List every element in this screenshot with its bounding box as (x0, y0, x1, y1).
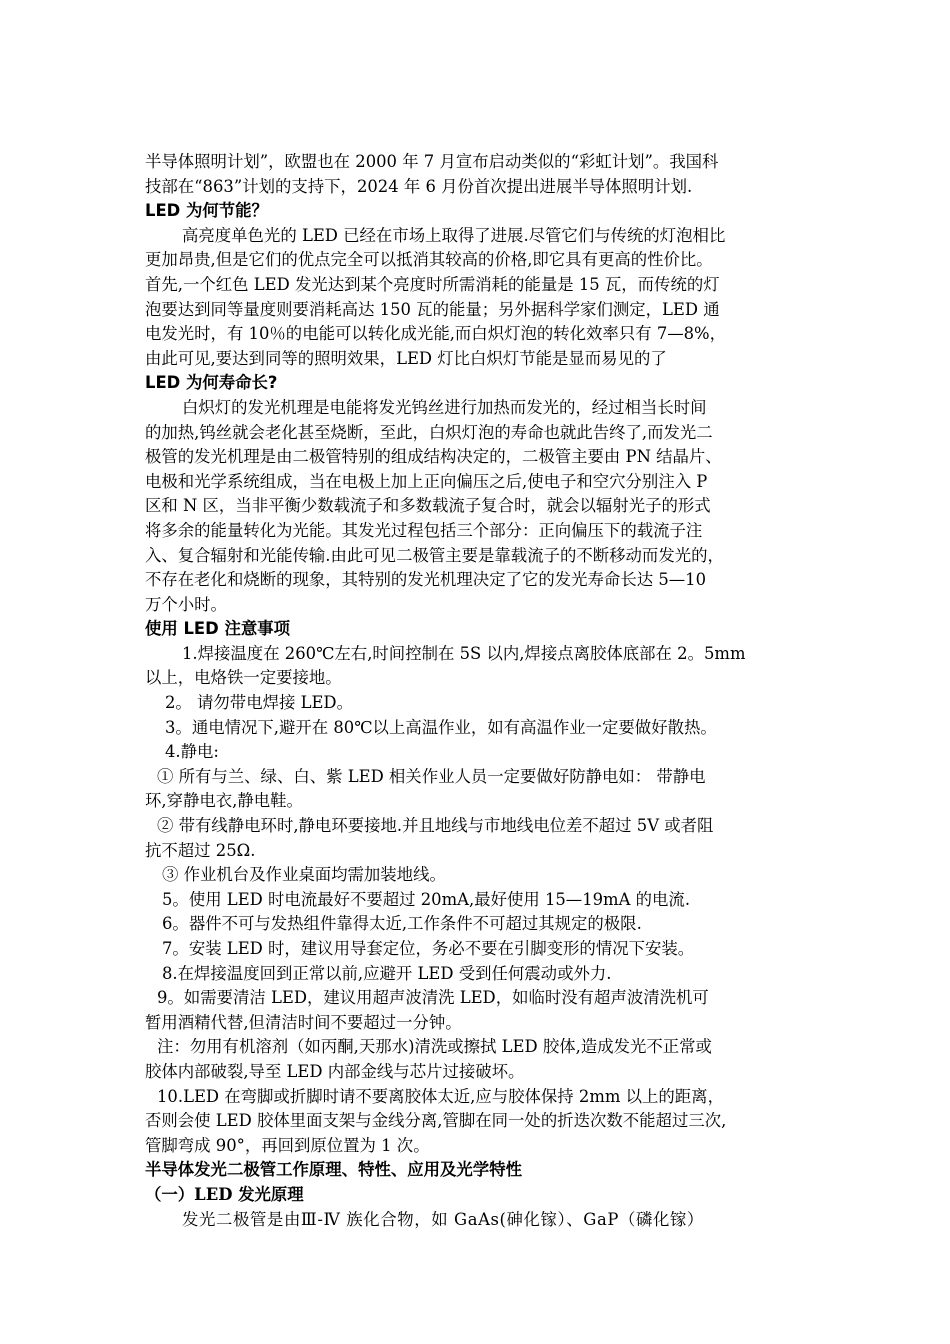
text-line: 抗不超过 25Ω. (145, 840, 256, 860)
section-heading: 半导体发光二极管工作原理、特性、应用及光学特性 (145, 1160, 522, 1180)
text-line: 6。器件不可与发热组件靠得太近,工作条件不可超过其规定的极限. (162, 914, 642, 934)
text-line: 万个小时。 (145, 594, 227, 614)
text-line: 环,穿静电衣,静电鞋。 (145, 791, 303, 811)
text-line: 电发光时，有 10％的电能可以转化成光能,而白炽灯泡的转化效率只有 7—8%， (145, 324, 727, 344)
text-line: 入、复合辐射和光能传输.由此可见二极管主要是靠载流子的不断移动而发光的， (145, 545, 724, 565)
text-line: 将多余的能量转化为光能。其发光过程包括三个部分：正向偏压下的载流子注 (145, 520, 703, 540)
text-line: 否则会使 LED 胶体里面支架与金线分离,管脚在同一处的折迭次数不能超过三次, (145, 1111, 727, 1131)
text-line: ① 所有与兰、绿、白、紫 LED 相关作业人员一定要做好防静电如： 带静电 (157, 766, 706, 786)
document-body (145, 150, 807, 1232)
text-line: 胶体内部破裂,导至 LED 内部金线与芯片过接破坏。 (145, 1061, 525, 1081)
text-line: 高亮度单色光的 LED 已经在市场上取得了进展.尽管它们与传统的灯泡相比 (182, 225, 726, 245)
text-line: 区和 N 区，当非平衡少数载流子和多数载流子复合时，就会以辐射光子的形式 (145, 496, 711, 516)
text-line: 10.LED 在弯脚或折脚时请不要离胶体太近,应与胶体保持 2mm 以上的距离， (157, 1086, 724, 1106)
text-line: 泡要达到同等量度则要消耗高达 150 瓦的能量；另外据科学家们测定，LED 通 (145, 299, 720, 319)
text-line: 更加昂贵,但是它们的优点完全可以抵消其较高的价格,即它具有更高的性价比。 (145, 250, 713, 270)
text-line: 2。 请勿带电焊接 LED。 (165, 693, 353, 713)
text-line: 暂用酒精代替,但清洁时间不要超过一分钟。 (145, 1012, 462, 1032)
text-line: 注：勿用有机溶剂（如丙酮,天那水)清洗或擦拭 LED 胶体,造成发光不正常或 (157, 1037, 712, 1057)
text-line: 极管的发光机理是由二极管特别的组成结构决定的，二极管主要由 PN 结晶片、 (145, 447, 722, 467)
text-line: 管脚弯成 90°，再回到原位置为 1 次。 (145, 1135, 430, 1155)
section-heading: 使用 LED 注意事项 (145, 619, 291, 639)
section-heading: （一）LED 发光原理 (145, 1184, 304, 1204)
text-line: 的加热,钨丝就会老化甚至烧断，至此，白炽灯泡的寿命也就此告终了,而发光二 (145, 422, 713, 442)
section-heading: LED 为何节能？ (145, 201, 268, 221)
text-line: ③ 作业机台及作业桌面均需加装地线。 (162, 865, 446, 885)
text-line: 白炽灯的发光机理是电能将发光钨丝进行加热而发光的，经过相当长时间 (182, 397, 707, 417)
text-line: 电极和光学系统组成，当在电极上加上正向偏压之后,使电子和空穴分别注入 P (145, 471, 708, 491)
text-line: 发光二极管是由Ⅲ-Ⅳ 族化合物，如 GaAs(砷化镓）、GaP（磷化镓） (182, 1209, 704, 1229)
text-line: 由此可见,要达到同等的照明效果，LED 灯比白炽灯节能是显而易见的了 (145, 348, 667, 368)
text-line: ② 带有线静电环时,静电环要接地.并且地线与市地线电位差不超过 5V 或者阻 (157, 816, 714, 836)
text-line: 首先,一个红色 LED 发光达到某个亮度时所需消耗的能量是 15 瓦，而传统的灯 (145, 274, 720, 294)
text-line: 以上，电烙铁一定要接地。 (145, 668, 342, 688)
text-line: 4.静电: (165, 742, 219, 762)
text-line: 7。安装 LED 时，建议用导套定位，务必不要在引脚变形的情况下安装。 (162, 939, 695, 958)
text-line: 5。使用 LED 时电流最好不要超过 20mA,最好使用 15—19mA 的电流. (162, 889, 691, 909)
text-line: 技部在“863”计划的支持下，2024 年 6 月份首次提出进展半导体照明计划. (145, 176, 693, 196)
text-line: 不存在老化和烧断的现象，其特别的发光机理决定了它的发光寿命长达 5—10 (145, 570, 706, 590)
text-line: 半导体照明计划”，欧盟也在 2000 年 7 月宣布启动类似的“彩虹计划”。我国科 (145, 152, 719, 171)
text-line: 3。通电情况下,避开在 80℃以上高温作业，如有高温作业一定要做好散热。 (165, 717, 717, 737)
text-line: 9。如需要清洁 LED，建议用超声波清洗 LED，如临时没有超声波清洗机可 (157, 988, 709, 1008)
section-heading: LED 为何寿命长? (145, 373, 278, 393)
text-line: 1.焊接温度在 260℃左右,时间控制在 5S 以内,焊接点离胶体底部在 2。5mm (182, 643, 746, 663)
text-line: 8.在焊接温度回到正常以前,应避开 LED 受到任何震动或外力. (162, 963, 612, 983)
